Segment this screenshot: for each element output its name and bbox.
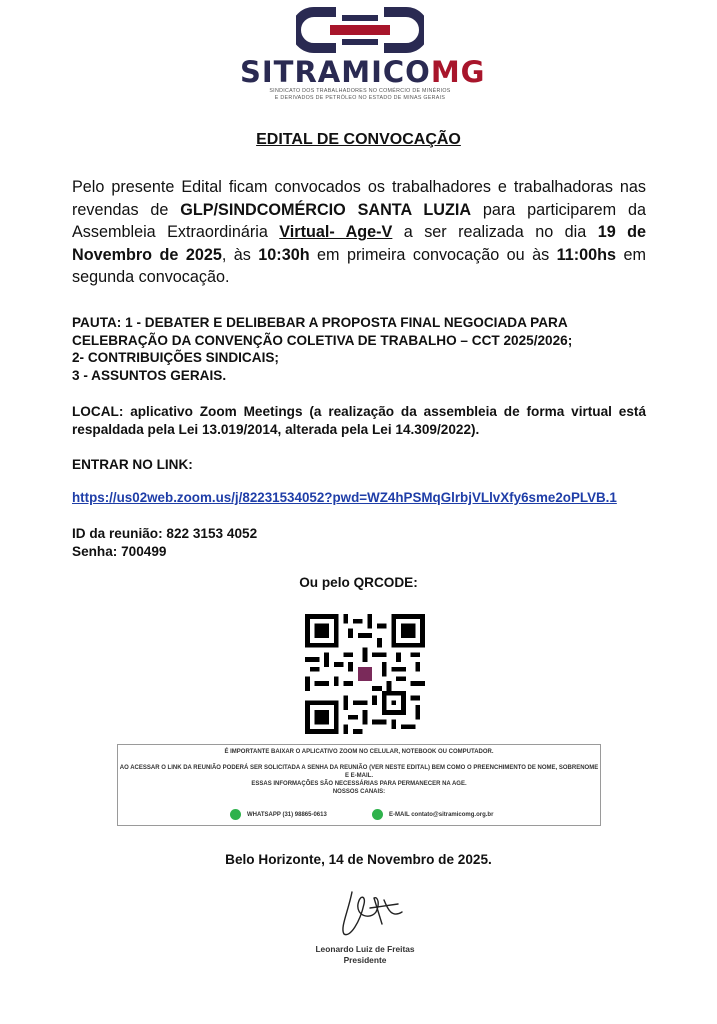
meeting-credentials	[72, 525, 646, 560]
notice-line-3: ESSAS INFORMAÇÕES SÃO NECESSÁRIAS PARA PERMANECER NA AGE.	[251, 781, 467, 787]
notice-line-2: AO ACESSAR O LINK DA REUNIÃO PODERÁ SER SOLICITADA A SENHA DA REUNIÃO (VER NESTE EDITAL) BEM COMO O PREENCHIMENTO DE NOME, SOBRENOME E E-MAIL.	[119, 765, 599, 779]
qr-code-icon[interactable]	[305, 614, 425, 734]
signature-icon	[330, 882, 410, 940]
signer-name: Leonardo Luiz de Freitas	[315, 944, 415, 954]
sitramicomg-logo	[240, 6, 486, 110]
document-title: EDITAL DE CONVOCAÇÃO	[256, 131, 461, 148]
notice-box	[117, 744, 601, 826]
zoom-meeting-link[interactable]: https://us02web.zoom.us/j/82231534052?pwd=WZ4hPSMqGlrbjVLlvXfy6sme2oPLVB.1	[72, 490, 617, 505]
notice-line-4: NOSSOS CANAIS:	[332, 789, 386, 795]
location-text: LOCAL: aplicativo Zoom Meetings (a realização da assembleia de forma virtual está respaldada pela Lei 13.019/2014, alterada pela Lei 14.309/2022).	[72, 404, 646, 437]
qrcode-label: Ou pelo QRCODE:	[299, 575, 418, 590]
logo-emblem-icon	[296, 6, 424, 54]
signer-role: Presidente	[343, 955, 387, 965]
signer-block	[300, 944, 430, 966]
email-text: E-MAIL contato@sitramicomg.org.br	[389, 811, 494, 818]
meeting-id: ID da reunião: 822 3153 4052	[72, 526, 258, 541]
agenda-item-1: PAUTA: 1 - DEBATER E DELIBEBAR A PROPOSTA FINAL NEGOCIADA PARA CELEBRAÇÃO DA CONVENÇÃO COLETIVA DE TRABALHO – CCT 2025/2026;	[72, 315, 573, 348]
notice-line-1: É IMPORTANTE BAIXAR O APLICATIVO ZOOM NO CELULAR, NOTEBOOK OU COMPUTADOR.	[224, 749, 494, 755]
agenda-block	[72, 314, 646, 384]
place-date: Belo Horizonte, 14 de Novembro de 2025.	[225, 852, 492, 867]
email-icon	[372, 809, 383, 820]
intro-paragraph: Pelo presente Edital ficam convocados os trabalhadores e trabalhadoras nas revendas de GLP/SINDCOMÉRCIO SANTA LUZIA para participarem da Assembleia Extraordinária Virtual- Age-V a ser realizada no dia 19 de Novembro de 2025, às 10:30h em primeira convocação ou às 11:00hs em segunda convocação.	[72, 178, 647, 287]
logo-subtitle-line2: E DERIVADOS DE PETRÓLEO NO ESTADO DE MINAS GERAIS	[274, 94, 446, 101]
join-link-label: ENTRAR NO LINK:	[72, 457, 193, 472]
logo-name: SITRAMICOMG	[240, 55, 486, 89]
whatsapp-text: WHATSAPP (31) 98865-0613	[247, 811, 327, 818]
whatsapp-contact[interactable]	[230, 809, 327, 820]
agenda-item-2: 2- CONTRIBUIÇÕES SINDICAIS;	[72, 350, 279, 365]
email-contact[interactable]	[372, 809, 493, 820]
meeting-password: Senha: 700499	[72, 543, 167, 559]
agenda-item-3: 3 - ASSUNTOS GERAIS.	[72, 367, 227, 383]
logo-subtitle-line1: SINDICATO DOS TRABALHADORES NO COMÉRCIO DE MINÉRIOS	[269, 88, 451, 94]
whatsapp-icon	[230, 809, 241, 820]
